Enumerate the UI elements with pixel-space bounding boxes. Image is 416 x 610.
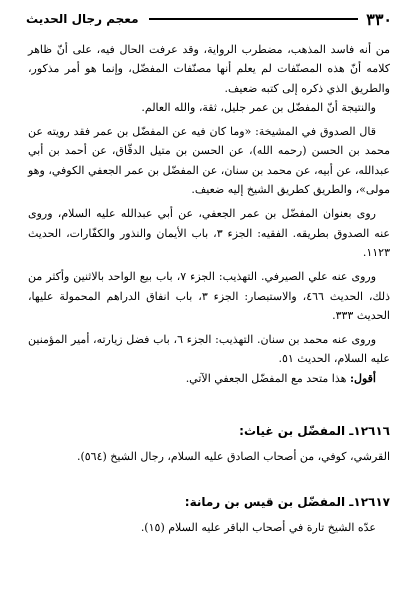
paragraph: قال الصدوق في المشيخة: «وما كان فيه عن المفضّل بن عمر فقد رويته عن محمد بن الحسن (رحمه الله)، عن الحسن بن متيل الدقّاق، عن أحمد بن أبي عبدالله، عن أبيه، عن محمد بن سنان، عن المفضّل بن عمر الجعفي الكوفي، وهو مولى»، والطريق كطريق الشيخ إليه ضعيف.: [28, 125, 390, 197]
note-paragraph: [28, 369, 390, 388]
page-number: ٣٣٠: [366, 9, 392, 29]
paragraph: روى بعنوان المفضّل بن عمر الجعفي، عن أبي عبدالله عليه السلام، وروى عنه الصدوق بطريقه. الفقيه: الجزء ٣، باب الأيمان والنذور والكفّارات، الحديث ١١٢٣.: [28, 207, 390, 259]
page-header: [26, 8, 392, 30]
entry-title: ١٢٦١٦ـ المفضّل بن غياث:: [239, 424, 390, 439]
entry-text: عدّه الشيخ تارة في أصحاب الباقر عليه السلام (١٥).: [140, 521, 376, 535]
note-text: هذا متحد مع المفضّل الجعفي الآتي.: [185, 371, 350, 385]
note-label: أقول:: [349, 371, 376, 385]
entry-title: ١٢٦١٧ـ المفضّل بن قيس بن رمانة:: [184, 495, 390, 510]
paragraph: وروى عنه علي الصيرفي. التهذيب: الجزء ٧، باب بيع الواحد بالاثنين وأكثر من ذلك، الحديث ٤٦٦، والاستبصار: الجزء ٣، باب انفاق الدراهم المحمولة عليها، الحديث ٣٣٣.: [28, 270, 390, 322]
paragraph: من أنه فاسد المذهب، مضطرب الرواية، وقد عرفت الحال فيه، على أنّ ظاهر كلامه أنّ هذه المصنّفات لم يعلم أنها مصنّفات المفضّل، وإنما هو أمر مذكور، والطريق الذي ذكره إلى كتبه ضعيف.: [28, 43, 390, 95]
paragraph: والنتيجة أنّ المفضّل بن عمر جليل، ثقة، والله العالم.: [141, 100, 376, 114]
page-body: [28, 40, 390, 538]
header-rule: [149, 18, 359, 20]
entry-text: القرشي، كوفي، من أصحاب الصادق عليه السلام، رجال الشيخ (٥٦٤).: [76, 450, 390, 464]
running-title: معجم رجال الحديث: [26, 12, 139, 26]
paragraph: وروى عنه محمد بن سنان. التهذيب: الجزء ٦، باب فضل زيارته، أمير المؤمنين عليه السلام، الحديث ٥١.: [28, 333, 390, 366]
